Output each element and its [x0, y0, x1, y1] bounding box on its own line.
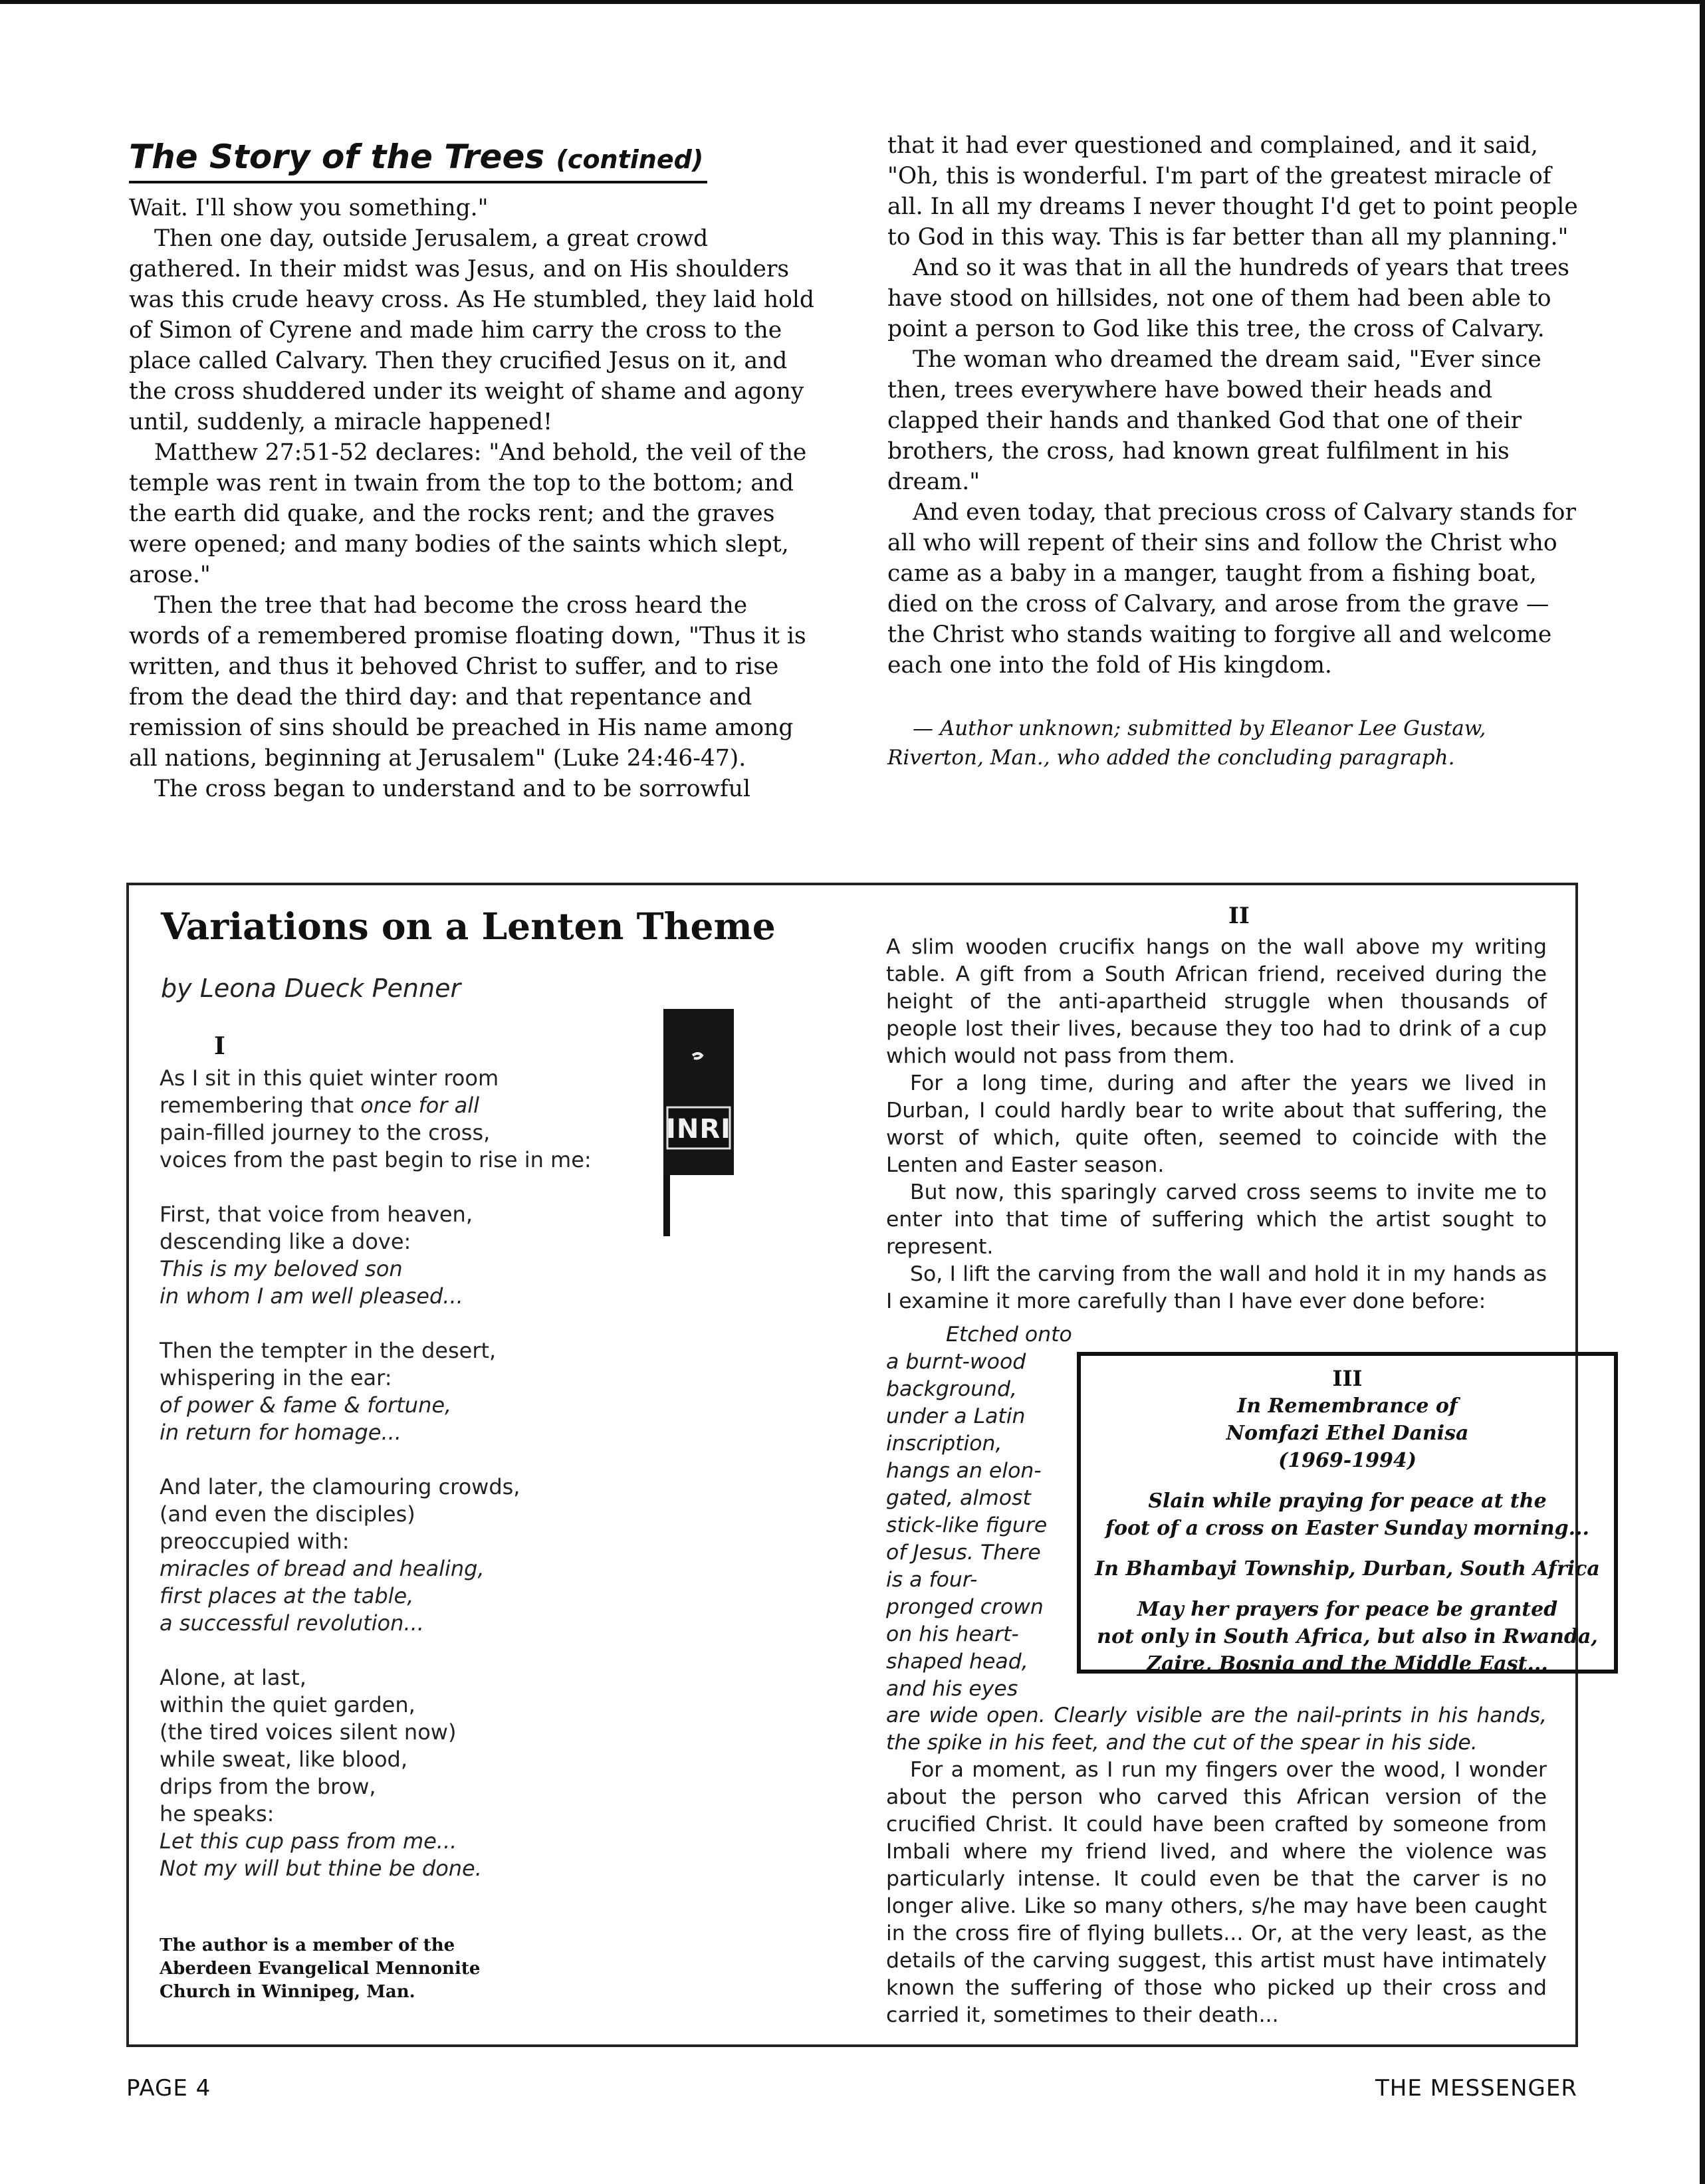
- poem-line: voices from the past begin to rise in me:: [160, 1147, 592, 1172]
- poem-line: within the quiet garden,: [160, 1692, 415, 1717]
- memorial-gap: [1081, 1474, 1614, 1487]
- etched-line: hangs an elon-: [886, 1459, 1042, 1483]
- essay-bottom: [886, 1702, 1547, 2029]
- poem-line: As I sit in this quiet winter room: [160, 1065, 499, 1091]
- memorial-prayer-line: May her prayers for peace be granted: [1137, 1598, 1558, 1621]
- etched-line: gated, almost: [886, 1486, 1031, 1510]
- story-paragraph: Then one day, outside Jerusalem, a great crowd gathered. In their midst was Jesus, and on His shoulders was this crude heavy cross. As He stumbled, they laid hold of Simon of Cyrene and made him carry the cross to the place called Calvary. Then they crucified Jesus on it, and the cross shuddered under its weight of shame and agony until, suddenly, a miracle happened!: [129, 225, 815, 435]
- crucifix-inscription: INRI: [665, 1114, 732, 1145]
- page-number: PAGE 4: [126, 2075, 211, 2102]
- poem-line: he speaks:: [160, 1801, 275, 1826]
- story-paragraph: Then the tree that had become the cross heard the words of a remembered promise floating down, "Thus it is written, and thus it behoved Christ to suffer, and to rise from the dead the third day: and that repentance and remission of sins should be preached in His name among all nations, beginning at Jerusalem" (Luke 24:46-47).: [129, 592, 806, 772]
- scan-edge-right: [1700, 0, 1705, 2184]
- crucifix-gap: [663, 1175, 734, 1236]
- story-right-column: [887, 130, 1579, 772]
- essay-paragraph: For a long time, during and after the years we lived in Durban, I could hardly bear to write about that suffering, the worst of which, quite often, seemed to coincide with the Lenten and Easter season.: [886, 1071, 1547, 1177]
- story-credit: — Author unknown; submitted by Eleanor Lee Gustaw, Riverton, Man., who added the concluding paragraph.: [887, 716, 1486, 770]
- memorial-heading-line: (1969-1994): [1278, 1449, 1417, 1472]
- poem-stanza: [160, 1664, 665, 1882]
- poem-line: of power & fame & fortune,: [160, 1392, 452, 1418]
- crucifix-stem: [663, 1175, 670, 1236]
- poem-line: first places at the table,: [160, 1583, 414, 1608]
- poem-line: And later, the clamouring crowds,: [160, 1474, 520, 1499]
- etched-line: of Jesus. There: [886, 1541, 1041, 1565]
- poem-line: whispering in the ear:: [160, 1365, 392, 1390]
- poem-line-part: remembering that: [160, 1093, 361, 1118]
- section-numeral-ii: II: [1228, 903, 1250, 929]
- author-note-line: Aberdeen Evangelical Mennonite: [160, 1959, 481, 1979]
- etched-line: and his eyes: [886, 1677, 1018, 1701]
- memorial-heading-line: Nomfazi Ethel Danisa: [1226, 1422, 1469, 1445]
- story-title-text: The Story of the Trees: [129, 138, 545, 176]
- story-paragraph: Wait. I'll show you something.": [129, 195, 489, 221]
- etched-line: background,: [886, 1377, 1018, 1401]
- poem-line: while sweat, like blood,: [160, 1747, 407, 1772]
- etched-line: on his heart-: [886, 1622, 1019, 1646]
- story-paragraph: Matthew 27:51-52 declares: "And behold, the veil of the temple was rent in twain from the top to the bottom; and the earth did quake, and the rocks rent; and the graves were opened; and many bodies of the saints which slept, arose.": [129, 439, 807, 588]
- poem-line: This is my beloved son: [160, 1256, 403, 1281]
- poem-line: descending like a dove:: [160, 1229, 411, 1254]
- poem-line: Not my will but thine be done.: [160, 1856, 482, 1881]
- essay-paragraph: So, I lift the carving from the wall and hold it in my hands as I examine it more carefully than I have ever done before:: [886, 1262, 1547, 1313]
- etched-line: under a Latin: [886, 1404, 1026, 1428]
- etched-line: Etched onto: [946, 1323, 1072, 1347]
- poem-line: a successful revolution...: [160, 1610, 424, 1636]
- memorial-gap: [1081, 1583, 1614, 1596]
- story-paragraph: The woman who dreamed the dream said, "Ever since then, trees everywhere have bowed their heads and clapped their hands and thanked God that one of their brothers, the cross, had known great fulfilment in his dream.": [887, 346, 1541, 495]
- story-paragraph: And so it was that in all the hundreds of years that trees have stood on hillsides, not one of them had been able to point a person to God like this tree, the cross of Calvary.: [887, 255, 1569, 342]
- crucifix-image: [663, 1009, 734, 1236]
- memorial-prayer-line: not only in South Africa, but also in Rwanda,: [1097, 1625, 1598, 1648]
- publication-name: THE MESSENGER: [1375, 2075, 1577, 2102]
- feature-title: Variations on a Lenten Theme: [161, 905, 776, 948]
- poem-line: (and even the disciples): [160, 1501, 415, 1527]
- poem-line: (the tired voices silent now): [160, 1719, 457, 1745]
- poem-line: First, that voice from heaven,: [160, 1202, 473, 1227]
- poem-stanza: [160, 1474, 665, 1637]
- poem-line: miracles of bread and healing,: [160, 1556, 485, 1581]
- memorial-gap: [1081, 1542, 1614, 1555]
- story-title-suffix: (contined): [556, 145, 704, 174]
- feature-byline: by Leona Dueck Penner: [161, 974, 461, 1003]
- poem-line: pain-filled journey to the cross,: [160, 1120, 491, 1145]
- etched-line: a burnt-wood: [886, 1350, 1026, 1374]
- etched-line: is a four-: [886, 1568, 978, 1592]
- poem-line: in whom I am well pleased...: [160, 1283, 463, 1309]
- etched-line: pronged crown: [886, 1595, 1044, 1619]
- author-note-line: Church in Winnipeg, Man.: [160, 1982, 415, 2002]
- memorial-prayer-line: Zaire, Bosnia and the Middle East...: [1147, 1652, 1548, 1676]
- poem-line: drips from the brow,: [160, 1774, 376, 1799]
- poem-line: Alone, at last,: [160, 1665, 306, 1690]
- memorial-heading-line: In Remembrance of: [1237, 1394, 1458, 1418]
- story-title: [129, 136, 707, 183]
- essay-paragraph: are wide open. Clearly visible are the nail-prints in his hands, the spike in his feet, and the cut of the spear in his side.: [886, 1703, 1547, 1755]
- poem-line-emphasis: once for all: [360, 1093, 480, 1118]
- section-numeral-i: I: [214, 1032, 225, 1060]
- poem-stanza: [160, 1065, 665, 1174]
- etched-line: shaped head,: [886, 1650, 1028, 1674]
- poem-line: Then the tempter in the desert,: [160, 1338, 497, 1363]
- essay-paragraph: A slim wooden crucifix hangs on the wall above my writing table. A gift from a South African friend, received during the height of the anti-apartheid struggle when thousands of people lost their lives, because they too had to drink of a cup which would not pass from them.: [886, 935, 1547, 1068]
- poem-line: [160, 1092, 665, 1119]
- etched-line: inscription,: [886, 1432, 1002, 1456]
- author-note: [160, 1934, 532, 2004]
- essay-paragraph: For a moment, as I run my fingers over the wood, I wonder about the person who carved this African version of the crucified Christ. It could have been crafted by someone from Imbali where my friend lived, and where the violence was particularly intense. It could even be that the carver is no longer alive. Like so many others, s/he may have been caught in the cross fire of flying bullets... Or, at the very least, as the details of the carving suggest, this artist must have intimately known the suffering of those who picked up their cross and carried it, sometimes to their death...: [886, 1758, 1547, 2027]
- story-left-column: [129, 193, 820, 804]
- memorial-box: [1077, 1352, 1618, 1674]
- author-note-line: The author is a member of the: [160, 1935, 455, 1955]
- poem-line: Let this cup pass from me...: [160, 1828, 457, 1854]
- memorial-slain-line: Slain while praying for peace at the: [1148, 1489, 1547, 1513]
- poem-stanza: [160, 1201, 665, 1310]
- section-numeral-iii: III: [1332, 1366, 1363, 1391]
- memorial-slain-line: foot of a cross on Easter Sunday morning...: [1105, 1517, 1589, 1540]
- poem: [160, 1065, 665, 1910]
- poem-stanza: [160, 1337, 665, 1446]
- story-paragraph: And even today, that precious cross of Calvary stands for all who will repent of their sins and follow the Christ who came as a baby in a manger, taught from a fishing boat, died on the cross of Calvary, and arose from the grave — the Christ who stands waiting to forgive all and welcome each one into the fold of His kingdom.: [887, 499, 1576, 679]
- poem-line: preoccupied with:: [160, 1529, 350, 1554]
- etched-description: [886, 1321, 1072, 1703]
- poem-line: in return for homage...: [160, 1420, 401, 1445]
- story-paragraph: that it had ever questioned and complained, and it said, "Oh, this is wonderful. I'm part of the greatest miracle of all. In all my dreams I never thought I'd get to point people to God in this way. This is far better than all my planning.": [887, 132, 1578, 251]
- scan-edge-top: [0, 0, 1705, 4]
- story-paragraph: The cross began to understand and to be sorrowful: [154, 776, 751, 802]
- memorial-place: In Bhambayi Township, Durban, South Africa: [1095, 1557, 1600, 1581]
- essay-paragraph: But now, this sparingly carved cross seems to invite me to enter into that time of suffering which the artist sought to represent.: [886, 1180, 1547, 1259]
- etched-line: stick-like figure: [886, 1513, 1048, 1537]
- essay-top: [886, 934, 1547, 1315]
